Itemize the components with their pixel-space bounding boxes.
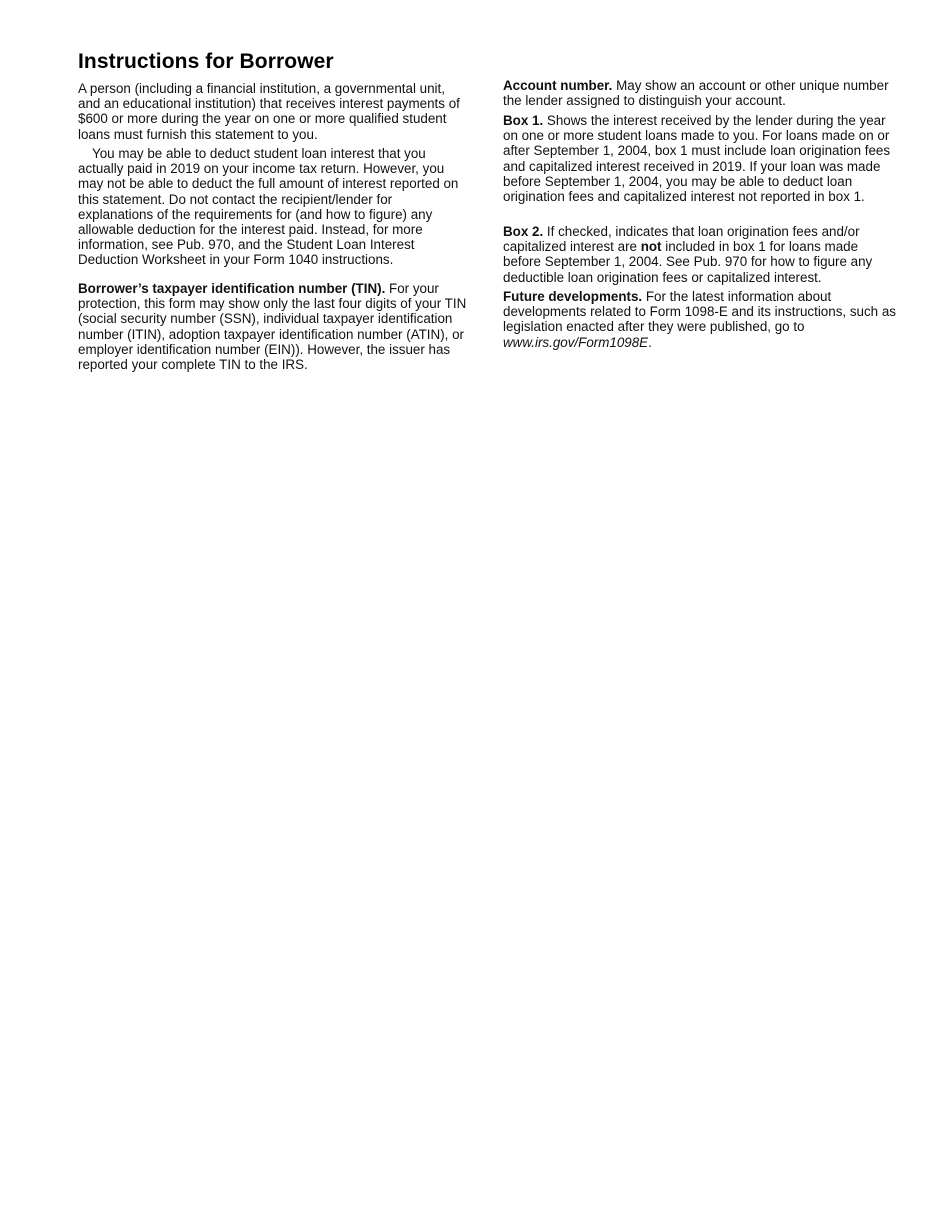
deduction-paragraph: You may be able to deduct student loan interest that you actually paid in 2019 on your income tax return. However, you may not be able to deduct the full amount of interest reported on this statement. Do not contact the recipient/lender for explanations of the requirements for (and how to figure) any allowable deduction for the interest paid. Instead, for more information, see Pub. 970, and the Student Loan Interest Deduction Worksheet in your Form 1040 instructions. [78,146,459,268]
box2-not-emphasis: not [640,239,662,255]
account-paragraph [503,78,899,108]
future-developments-paragraph [503,289,899,350]
box1-text: Shows the interest received by the lender during the year on one or more student loans made to you. For loans made on or after September 1, 2004, box 1 must include loan origination fees and capitalized interest received in 2019. If your loan was made before September 1, 2004, you may be able to deduct loan origination fees and capitalized interest not reported in box 1. [503,113,891,205]
future-heading: Future developments. [503,289,643,304]
box2-text-a: If checked, indicates that loan origination fees and/or capitalized interest are [503,224,860,255]
tin-text: For your protection, this form may show only the last four digits of your TIN (social security number (SSN), individual taxpayer identification number (ITIN), adoption taxpayer identification number (ATIN), or employer identification number (EIN)). However, the issuer has reported your complete TIN to the IRS. [78,281,467,373]
page-title: Instructions for Borrower [78,50,334,73]
box1-paragraph [503,113,899,204]
box2-text-b: included in box 1 for loans made before September 1, 2004. See Pub. 970 for how to figure any deductible loan origination fees or capitalized interest. [503,239,873,285]
tin-heading: Borrower’s taxpayer identification number (TIN). [78,281,386,296]
tin-paragraph [78,281,470,372]
future-end: . [648,334,652,350]
account-heading: Account number. [503,78,613,93]
box2-paragraph [503,224,899,285]
future-text: For the latest information about developments related to Form 1098-E and its instructions, such as legislation enacted after they were published, go to [503,289,896,335]
box2-heading: Box 2. [503,224,544,239]
irs-form-link[interactable]: www.irs.gov/Form1098E [503,334,649,350]
intro-paragraph: A person (including a financial institution, a governmental unit, and an educational institution) that receives interest payments of $600 or more during the year on one or more qualified student loans must furnish this statement to you. [78,81,460,142]
box1-heading: Box 1. [503,113,544,128]
account-text: May show an account or other unique number the lender assigned to distinguish your account. [503,78,889,109]
